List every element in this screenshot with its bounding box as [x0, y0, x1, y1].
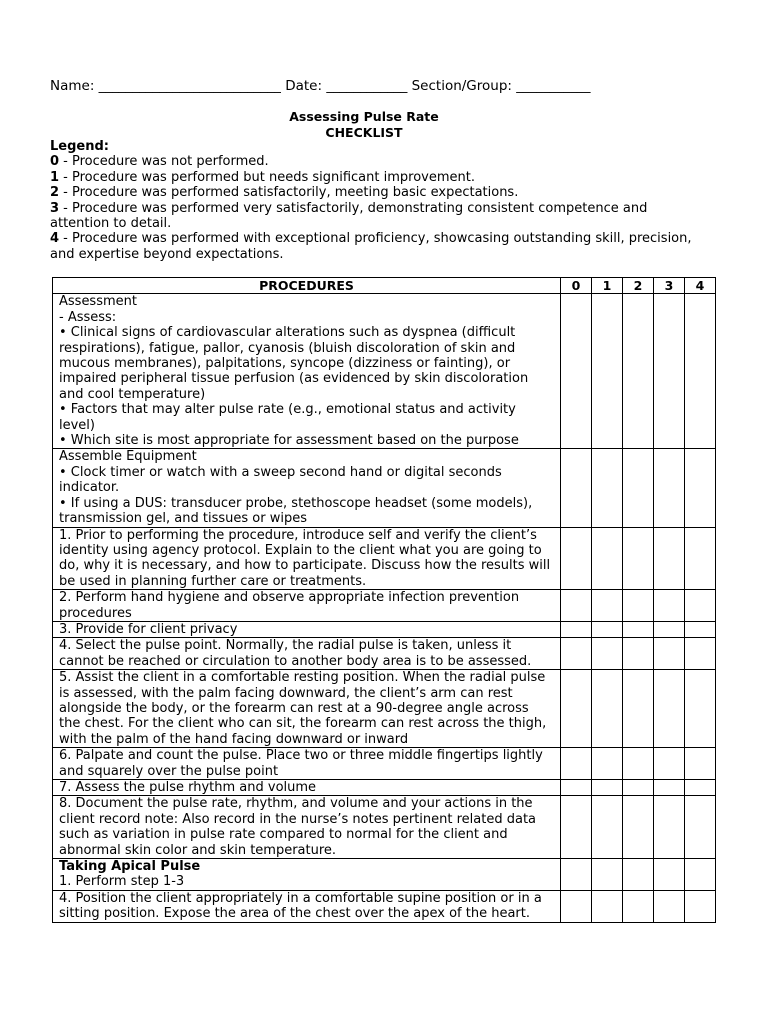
- score-cell-2[interactable]: [623, 796, 654, 859]
- score-cell-4[interactable]: [685, 890, 716, 922]
- procedure-cell: [53, 590, 561, 622]
- legend-text: - Procedure was not performed.: [59, 154, 269, 170]
- procedure-cell: [53, 780, 561, 796]
- legend-text: - Procedure was performed very satisfactorily, demonstrating consistent competence and attention to detail.: [50, 200, 648, 232]
- legend-text: - Procedure was performed satisfactorily, meeting basic expectations.: [59, 185, 519, 201]
- score-cell-3[interactable]: [654, 780, 685, 796]
- score-cell-4[interactable]: [685, 796, 716, 859]
- score-cell-3[interactable]: [654, 859, 685, 891]
- procedure-cell: [53, 859, 561, 891]
- table-row: [53, 621, 716, 637]
- procedure-cell: [53, 796, 561, 859]
- header-procedures: PROCEDURES: [53, 278, 561, 294]
- score-cell-3[interactable]: [654, 748, 685, 780]
- score-cell-0[interactable]: [561, 780, 592, 796]
- table-row: [53, 748, 716, 780]
- score-cell-1[interactable]: [592, 780, 623, 796]
- procedure-cell: [53, 449, 561, 527]
- score-cell-3[interactable]: [654, 796, 685, 859]
- legend-score: 0: [50, 154, 60, 170]
- score-cell-1[interactable]: [592, 294, 623, 449]
- score-cell-3[interactable]: [654, 890, 685, 922]
- procedure-cell: [53, 294, 561, 449]
- score-cell-0[interactable]: [561, 449, 592, 527]
- score-cell-0[interactable]: [561, 748, 592, 780]
- score-cell-1[interactable]: [592, 859, 623, 891]
- legend-item-0: [50, 154, 700, 169]
- legend-item-4: [50, 231, 700, 262]
- score-cell-3[interactable]: [654, 590, 685, 622]
- header-score-1: 1: [592, 278, 623, 294]
- score-cell-0[interactable]: [561, 890, 592, 922]
- score-cell-1[interactable]: [592, 638, 623, 670]
- procedure-text: • Which site is most appropriate for assessment based on the purpose: [59, 433, 519, 449]
- legend-score: 2: [50, 185, 60, 201]
- procedure-text: • If using a DUS: transducer probe, stethoscope headset (some models), transmission gel, and tissues or wipes: [59, 495, 533, 527]
- procedure-text: 2. Perform hand hygiene and observe appropriate infection prevention procedures: [59, 590, 520, 621]
- legend-text: - Procedure was performed but needs significant improvement.: [59, 169, 475, 185]
- score-cell-2[interactable]: [623, 670, 654, 748]
- score-cell-2[interactable]: [623, 449, 654, 527]
- table-row: [53, 294, 716, 449]
- legend-item-2: [50, 185, 700, 200]
- score-cell-1[interactable]: [592, 748, 623, 780]
- score-cell-2[interactable]: [623, 621, 654, 637]
- score-cell-4[interactable]: [685, 859, 716, 891]
- score-cell-2[interactable]: [623, 859, 654, 891]
- score-cell-3[interactable]: [654, 449, 685, 527]
- score-cell-3[interactable]: [654, 670, 685, 748]
- legend-score: 3: [50, 200, 60, 216]
- table-row: [53, 527, 716, 590]
- score-cell-3[interactable]: [654, 621, 685, 637]
- table-row: [53, 890, 716, 922]
- table-row: [53, 638, 716, 670]
- score-cell-0[interactable]: [561, 859, 592, 891]
- score-cell-2[interactable]: [623, 638, 654, 670]
- procedure-text: • Clock timer or watch with a sweep second hand or digital seconds indicator.: [59, 464, 502, 496]
- procedure-text: Assemble Equipment: [59, 449, 197, 465]
- legend: [50, 139, 700, 262]
- score-cell-1[interactable]: [592, 527, 623, 590]
- procedure-text: 7. Assess the pulse rhythm and volume: [59, 780, 317, 795]
- score-cell-1[interactable]: [592, 796, 623, 859]
- score-cell-4[interactable]: [685, 780, 716, 796]
- table-row: [53, 449, 716, 527]
- legend-title: Legend:: [50, 139, 109, 154]
- score-cell-1[interactable]: [592, 449, 623, 527]
- legend-score: 4: [50, 231, 60, 247]
- score-cell-0[interactable]: [561, 621, 592, 637]
- procedure-text: 4. Select the pulse point. Normally, the radial pulse is taken, unless it cannot be reached or circulation to another body area is to be assessed.: [59, 638, 532, 669]
- score-cell-0[interactable]: [561, 638, 592, 670]
- score-cell-3[interactable]: [654, 527, 685, 590]
- score-cell-0[interactable]: [561, 527, 592, 590]
- checklist-table: [52, 277, 716, 923]
- procedure-text: 3. Provide for client privacy: [59, 621, 238, 637]
- header-score-4: 4: [685, 278, 716, 294]
- score-cell-2[interactable]: [623, 590, 654, 622]
- procedure-text: 6. Palpate and count the pulse. Place two or three middle fingertips lightly and squarely over the pulse point: [59, 748, 543, 779]
- score-cell-0[interactable]: [561, 294, 592, 449]
- score-cell-0[interactable]: [561, 590, 592, 622]
- procedure-cell: [53, 527, 561, 590]
- table-row: [53, 859, 716, 891]
- procedure-cell: [53, 621, 561, 637]
- procedure-text: Assessment: [59, 294, 137, 310]
- score-cell-1[interactable]: [592, 890, 623, 922]
- score-cell-1[interactable]: [592, 670, 623, 748]
- score-cell-1[interactable]: [592, 590, 623, 622]
- score-cell-4[interactable]: [685, 748, 716, 780]
- score-cell-4[interactable]: [685, 670, 716, 748]
- score-cell-2[interactable]: [623, 527, 654, 590]
- procedure-text: Taking Apical Pulse: [59, 859, 201, 875]
- score-cell-1[interactable]: [592, 621, 623, 637]
- procedure-cell: [53, 748, 561, 780]
- table-row: [53, 590, 716, 622]
- score-cell-2[interactable]: [623, 890, 654, 922]
- header-score-2: 2: [623, 278, 654, 294]
- procedure-cell: [53, 670, 561, 748]
- table-row: [53, 670, 716, 748]
- score-cell-4[interactable]: [685, 621, 716, 637]
- header-score-3: 3: [654, 278, 685, 294]
- procedure-text: 5. Assist the client in a comfortable resting position. When the radial pulse is assessed, with the palm facing downward, the client’s arm can rest alongside the body, or the forearm can rest at a 90-degree angle across the chest. For the client who can sit, the forearm can rest across the thigh, with the palm of the hand facing downward or inward: [59, 670, 547, 747]
- table-row: [53, 796, 716, 859]
- score-cell-4[interactable]: [685, 527, 716, 590]
- procedure-text: • Clinical signs of cardiovascular alterations such as dyspnea (difficult respirations), fatigue, pallor, cyanosis (bluish discoloration of skin and mucous membranes), palpitations, syncope (dizziness or fainting), or impaired peripheral tissue perfusion (as evidenced by skin discoloration and cool temperature): [59, 325, 529, 402]
- checklist-body: [53, 294, 716, 922]
- document-title: Assessing Pulse Rate: [289, 109, 439, 124]
- score-cell-0[interactable]: [561, 796, 592, 859]
- procedure-cell: [53, 638, 561, 670]
- table-row: [53, 780, 716, 796]
- procedure-text: • Factors that may alter pulse rate (e.g., emotional status and activity level): [59, 402, 516, 433]
- score-cell-4[interactable]: [685, 294, 716, 449]
- legend-item-1: [50, 170, 700, 185]
- legend-text: - Procedure was performed with exceptional proficiency, showcasing outstanding skill, precision, and expertise beyond expectations.: [50, 231, 692, 262]
- score-cell-3[interactable]: [654, 294, 685, 449]
- table-header-row: [53, 278, 716, 294]
- procedure-text: 1. Perform step 1-3: [59, 874, 185, 890]
- score-cell-3[interactable]: [654, 638, 685, 670]
- score-cell-4[interactable]: [685, 590, 716, 622]
- procedure-cell: [53, 890, 561, 922]
- score-cell-2[interactable]: [623, 780, 654, 796]
- procedure-text: 1. Prior to performing the procedure, introduce self and verify the client’s identity using agency protocol. Explain to the client what you are going to do, why it is necessary, and how to participate. Discuss how the results will be used in planning further care or treatments.: [59, 527, 551, 589]
- score-cell-2[interactable]: [623, 748, 654, 780]
- legend-item-3: [50, 201, 700, 232]
- score-cell-4[interactable]: [685, 638, 716, 670]
- procedure-text: 8. Document the pulse rate, rhythm, and volume and your actions in the client record note: Also record in the nurse’s notes pertinent related data such as variation in pulse rate compared to normal for the client and abnormal skin color and skin temperature.: [59, 796, 537, 858]
- score-cell-4[interactable]: [685, 449, 716, 527]
- procedure-text: 4. Position the client appropriately in a comfortable supine position or in a sitting position. Expose the area of the chest over the apex of the heart.: [59, 890, 542, 922]
- document-subtitle: CHECKLIST: [325, 125, 403, 140]
- score-cell-0[interactable]: [561, 670, 592, 748]
- procedure-text: - Assess:: [59, 309, 117, 325]
- student-info-line: Name: ___________________________ Date: ____________ Section/Group: ___________: [50, 78, 591, 94]
- legend-score: 1: [50, 169, 60, 185]
- score-cell-2[interactable]: [623, 294, 654, 449]
- header-score-0: 0: [561, 278, 592, 294]
